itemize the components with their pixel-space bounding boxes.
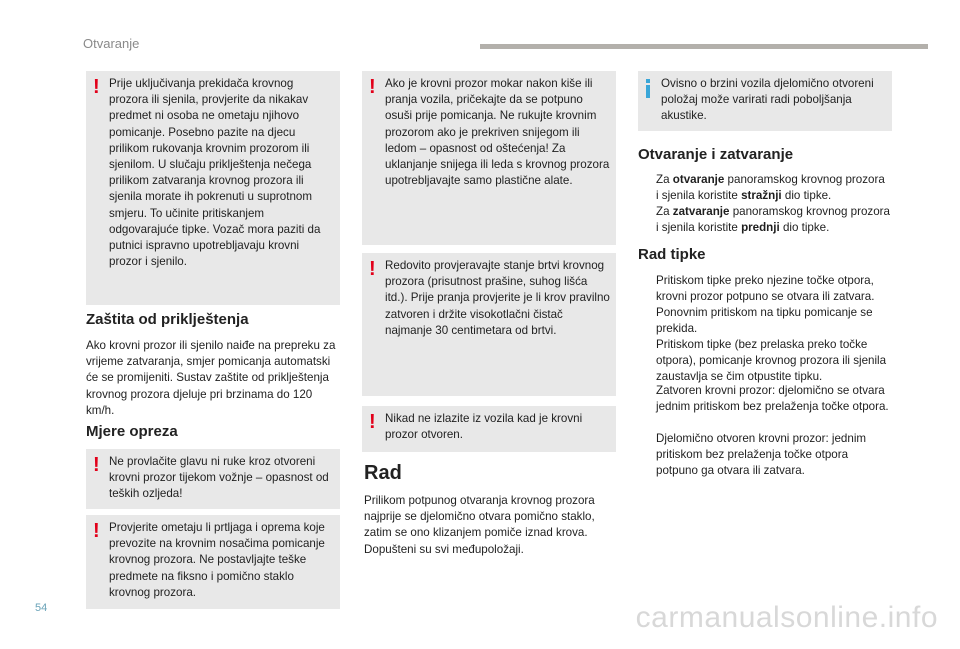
warning-box-luggage — [86, 515, 340, 609]
page-number: 54 — [35, 602, 48, 614]
warning-box-leave-vehicle — [362, 406, 616, 452]
heading-open-close: Otvaranje i zatvaranje — [638, 146, 794, 163]
warning-icon: ! — [93, 454, 100, 476]
warning-text: Nikad ne izlazite iz vozila kad je krovni prozor otvoren. — [385, 412, 583, 442]
list-item-text: Djelomično otvoren krovni prozor: jednim pritiskom bez prelaženja točke otpora potpuno ga otvara ili zatvara. — [656, 432, 867, 478]
heading-button-operation: Rad tipke — [638, 246, 706, 263]
list-item-text: Za otvaranje panoramskog krovnog prozora i sjenila koristite stražnji dio tipke. — [656, 173, 885, 203]
list-item-text: Za zatvaranje panoramskog krovnog prozora i sjenila koristite prednji dio tipke. — [656, 205, 890, 235]
warning-text: Ne provlačite glavu ni ruke kroz otvoreni krovni prozor tijekom vožnje – opasnost od teških ozljeda! — [109, 455, 329, 501]
warning-text: Redovito provjeravajte stanje brtvi krovnog prozora (prisutnost prašine, suhog lišća itd.). Prije pranja provjerite je li krov pravilno zatvoren i držite visokotlačni čistač najmanje 30 centimetara od brtvi. — [385, 259, 610, 337]
operation-paragraph: Prilikom potpunog otvaranja krovnog prozora najprije se djelomično otvara pomično staklo, zatim se ono klizanjem pomiče iznad krova. Dopušteni su svi međupoložaji. — [364, 494, 595, 556]
heading-precautions: Mjere opreza — [86, 423, 178, 440]
warning-text: Ako je krovni prozor mokar nakon kiše ili pranja vozila, pričekajte da se potpuno osuši prije pomicanja. Ne rukujte krovnim prozorom ako je prekriven snijegom ili ledom – opasnost od oštećenja! Za uklanjanje snijega ili leda s krovnog prozora upotrebljavajte samo plastične alate. — [385, 77, 610, 188]
info-icon — [646, 79, 650, 98]
warning-icon: ! — [369, 411, 376, 433]
header-divider-bar — [480, 44, 928, 49]
warning-box-head-hands — [86, 449, 340, 509]
info-text: Ovisno o brzini vozila djelomično otvoreni položaj može varirati radi poboljšanja akustike. — [661, 77, 874, 123]
warning-text: Provjerite ometaju li prtljaga i oprema koje prevozite na krovnim nosačima pomicanje krovnog prozora. Ne postavljajte teške predmete na fiksno i pomično staklo krovnog prozora. — [109, 521, 325, 599]
warning-box-seals — [362, 253, 616, 396]
watermark: carmanualsonline.info — [635, 601, 938, 634]
warning-text: Prije uključivanja prekidača krovnog prozora ili sjenila, provjerite da nikakav predmet ni osoba ne ometaju njihovo pomicanje. Posebno pazite na djecu prilikom rukovanja krovnim prozorom ili sjenilom. U slučaju priklještenja nečega prilikom zatvaranja krovnog prozora ili sjenila morate ih pokrenuti u suprotnom smjeru. To učinite pritiskanjem odgovarajuće tipke. Vozač mora paziti da putnici ispravno upotrebljavaju krovni prozor i sjenilo. — [109, 77, 321, 269]
heading-operation: Rad — [364, 462, 402, 484]
list-item-text: Pritiskom tipke preko njezine točke otpora, krovni prozor potpuno se otvara ili zatvara. — [656, 274, 875, 304]
list-item-text: Ponovnim pritiskom na tipku pomicanje se prekida. — [656, 306, 873, 336]
warning-box-wet-roof — [362, 71, 616, 245]
warning-icon: ! — [369, 258, 376, 280]
warning-box-safety — [86, 71, 340, 305]
warning-icon: ! — [93, 520, 100, 542]
anti-pinch-paragraph: Ako krovni prozor ili sjenilo naiđe na prepreku za vrijeme zatvaranja, smjer pomicanja automatski će se promijeniti. Sustav zaštite od priklještenja krovnog prozora djeluje pri brzinama do 120 km/h. — [86, 339, 336, 417]
section-title: Otvaranje — [83, 36, 140, 51]
list-item-text: Zatvoren krovni prozor: djelomično se otvara jednim pritiskom bez prelaženja točke otpora. — [656, 384, 889, 414]
warning-icon: ! — [93, 76, 100, 98]
heading-anti-pinch: Zaštita od priklještenja — [86, 311, 249, 328]
warning-icon: ! — [369, 76, 376, 98]
info-box-acoustics — [638, 71, 892, 131]
list-item-text: Pritiskom tipke (bez prelaska preko točke otpora), pomicanje krovnog prozora ili sjenila zaustavlja se čim otpustite tipku. — [656, 338, 887, 384]
